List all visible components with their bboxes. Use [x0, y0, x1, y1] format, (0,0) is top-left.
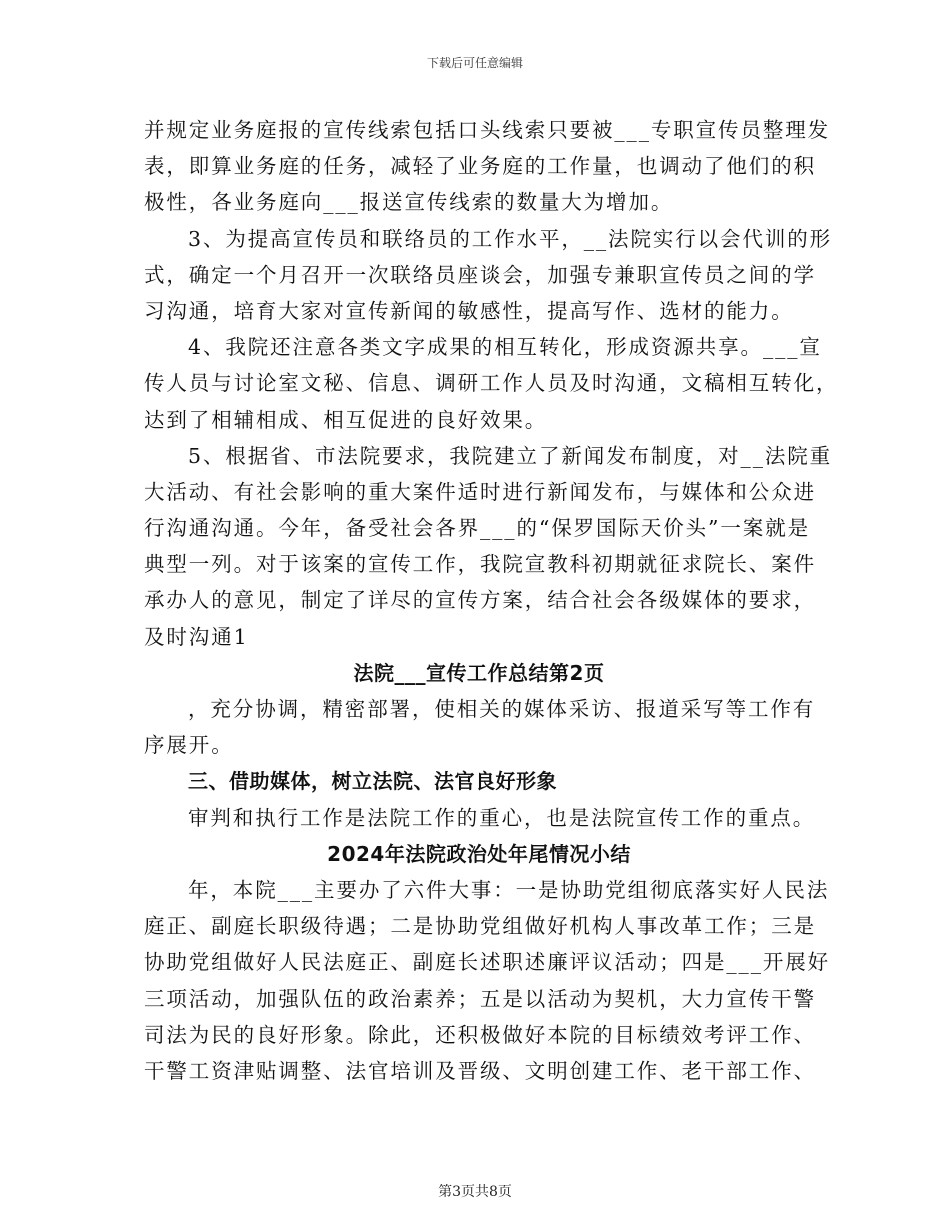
section-heading: 三、借助媒体，树立法院、法官良好形象: [188, 769, 557, 794]
page-header: 下载后可任意编辑: [426, 56, 523, 70]
text-line: 习沟通，培育大家对宣传新闻的敏感性，提高写作、选材的能力。: [144, 298, 794, 323]
text-line: 3、为提高宣传员和联络员的工作水平，__法院实行以会代训的形: [188, 226, 833, 251]
document-body: [144, 112, 839, 1089]
text-line: 庭正、副庭长职级待遇；二是协助党组做好机构人事改革工作；三是: [144, 914, 816, 939]
text-line: 极性，各业务庭向___报送宣传线索的数量大为增加。: [144, 190, 674, 215]
section-title: 2024年法院政治处年尾情况小结: [327, 841, 631, 866]
text-line: 4、我院还注意各类文字成果的相互转化，形成资源共享。___宣: [188, 335, 822, 360]
text-line: 干警工资津贴调整、法官培训及晋级、文明创建工作、老干部工作、: [144, 1058, 816, 1083]
text-line: 行沟通沟通。今年，备受社会各界___的“保罗国际天价头”一案就是: [144, 516, 811, 541]
text-line: 司法为民的良好形象。除此，还积极做好本院的目标绩效考评工作、: [144, 1022, 816, 1047]
section-title: 法院___宣传工作总结第2页: [353, 660, 605, 685]
text-line: 审判和执行工作是法院工作的重心，也是法院宣传工作的重点。: [188, 805, 816, 830]
text-line: 大活动、有社会影响的重大案件适时进行新闻发布，与媒体和公众进: [144, 479, 816, 504]
text-line: 序展开。: [144, 733, 234, 758]
text-line: ，充分协调，精密部署，使相关的媒体采访、报道采写等工作有: [188, 697, 816, 721]
text-line: 式，确定一个月召开一次联络员座谈会，加强专兼职宣传员之间的学: [144, 262, 816, 287]
text-line: 三项活动，加强队伍的政治素养；五是以活动为契机，大力宣传干警: [144, 986, 816, 1011]
page-footer: 第3页共8页: [438, 1184, 512, 1200]
text-line: 协助党组做好人民法庭正、副庭长述职述廉评议活动；四是___开展好: [144, 950, 831, 975]
text-line: 达到了相辅相成、相互促进的良好效果。: [144, 407, 548, 432]
text-line: 及时沟通1: [144, 624, 249, 649]
text-line: 年，本院___主要办了六件大事：一是协助党组彻底落实好人民法: [188, 877, 830, 902]
text-line: 传人员与讨论室文秘、信息、调研工作人员及时沟通，文稿相互转化，: [144, 371, 839, 396]
text-line: 并规定业务庭报的宣传线索包括口头线索只要被___专职宣传员整理发: [144, 118, 831, 142]
text-line: 承办人的意见，制定了详尽的宣传方案，结合社会各级媒体的要求，: [144, 588, 816, 613]
text-line: 表，即算业务庭的任务，减轻了业务庭的工作量，也调动了他们的积: [144, 154, 816, 179]
text-line: 5、根据省、市法院要求，我院建立了新闻发布制度，对__法院重: [188, 443, 833, 468]
text-line: 典型一列。对于该案的宣传工作，我院宣教科初期就征求院长、案件: [144, 552, 816, 577]
